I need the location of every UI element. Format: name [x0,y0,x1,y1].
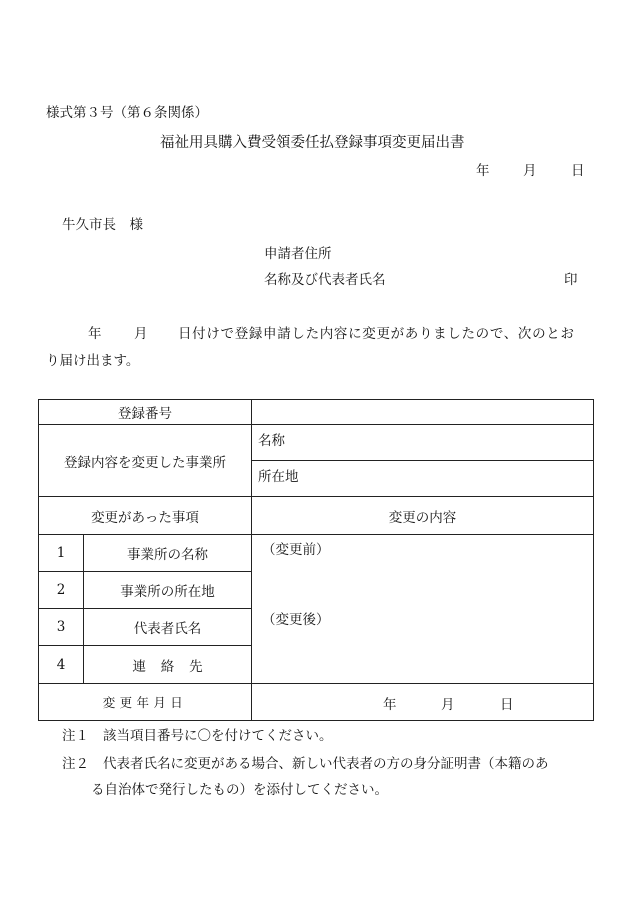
note1-mark: 注１ [62,728,89,744]
date-day-label: 日 [571,163,585,179]
office-label: 登録内容を変更した事業所 [39,425,252,497]
body-year: 年 [88,326,102,342]
form-title: 福祉用具購入費受領委任払登録事項変更届出書 [160,135,465,151]
addressee: 牛久市長 様 [62,217,143,233]
form-number: 様式第３号（第６条関係） [46,105,208,121]
change-content-header: 変更の内容 [252,497,594,535]
applicant-name-label: 名称及び代表者氏名 [264,272,386,288]
change-date-row [39,684,594,721]
reg-no-field[interactable] [252,400,594,425]
office-location-label: 所在地 [258,469,299,485]
changed-items-header: 変更があった事項 [39,497,252,535]
change-date-day: 日 [500,697,514,713]
change-date-field[interactable] [252,684,594,721]
office-location-field[interactable] [252,461,594,497]
item-number[interactable]: 4 [39,646,84,684]
item-row [39,535,594,572]
body-line2: り届け出ます。 [46,353,140,369]
item-label: 事業所の名称 [84,535,252,572]
change-date-year: 年 [383,697,397,713]
date-year-label: 年 [476,163,490,179]
date-month-label: 月 [523,163,537,179]
body-month: 月 [134,326,148,342]
office-name-field[interactable] [252,425,594,461]
item-number[interactable]: 1 [39,535,84,572]
item-label: 事業所の所在地 [84,572,252,609]
header-row [39,497,594,535]
note2-mark: 注２ [62,756,89,772]
note2-line2: る自治体で発行したもの）を添付してください。 [91,782,388,798]
reg-no-row [39,400,594,425]
applicant-address-label: 申請者住所 [264,246,332,262]
seal-mark: 印 [564,272,578,288]
item-label: 連絡先 [84,646,252,684]
change-date-month: 月 [441,697,455,713]
office-name-row [39,425,594,461]
note2-line1: 代表者氏名に変更がある場合、新しい代表者の方の身分証明書（本籍のあ [103,756,549,772]
item-label: 代表者氏名 [84,609,252,646]
after-label: （変更後） [262,612,330,628]
before-label: （変更前） [262,542,330,558]
change-content-field[interactable] [252,535,594,684]
reg-no-label: 登録番号 [39,400,252,425]
office-name-label: 名称 [258,433,285,449]
change-date-label: 変更年月日 [39,684,252,721]
note1-text: 該当項目番号に〇を付けてください。 [103,728,333,744]
item-number[interactable]: 2 [39,572,84,609]
change-table [38,399,594,721]
body-line1: 日付けで登録申請した内容に変更がありましたので、次のとお [178,326,575,342]
item-number[interactable]: 3 [39,609,84,646]
